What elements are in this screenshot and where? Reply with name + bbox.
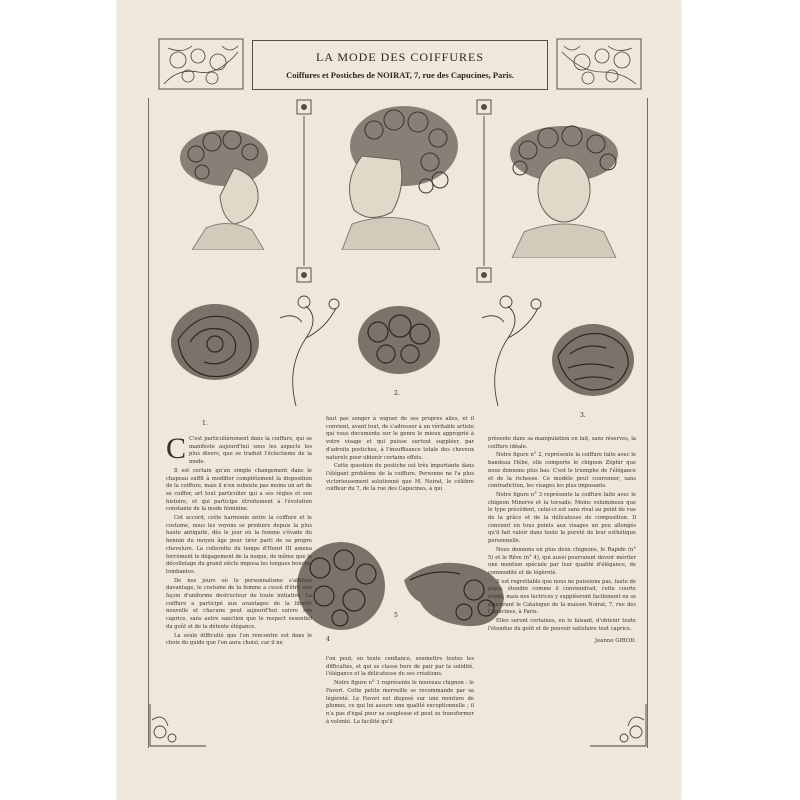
ornamental-stem-icon (296, 98, 312, 284)
floral-ornament-icon (556, 38, 642, 90)
magazine-page (118, 0, 680, 800)
figure-number-5: 5 (394, 612, 398, 619)
chignon-figure-3 (550, 320, 636, 400)
article-column-3 (488, 436, 636, 645)
article-column-2-top (326, 416, 474, 495)
floral-stem-ornament-icon (478, 288, 548, 408)
article-paragraph: Elles seront certaines, en le faisant, d'obtenir toute l'étendue du goût et de pouvoir satisfaire tout caprice. (488, 618, 636, 632)
corner-ornament-icon (148, 702, 208, 748)
corner-ornament-icon (588, 702, 648, 748)
content-frame (148, 98, 648, 758)
author-signature: Jeanne GIROD. (594, 637, 636, 644)
article-paragraph: C C'est particulièrement dans la coiffure, qui se manifeste aujourd'hui sous les aspects les plus divers, que se traduit l'éclectisme de la mode. (166, 432, 312, 466)
article-paragraph: Il est regrettable que nous ne puissions pas, faute de place, étendre comme il conviendrait, cette courte étude, mais nos lectrices y suppléeront facilement en se procurant le Catalogue de la maison Noirat, 7, rue des Capucines, à Paris. (488, 578, 636, 616)
portrait-front-right (502, 120, 626, 258)
article-paragraph: faut pas songer à voguer de ses propres ailes, et il convient, avant tout, de s'adresser à un véritable artiste qui vous documente sur le genre le mieux approprié à votre visage et qui puisse surtout suppléer, par d'adroits postiches, à l'insuffisance totale des cheveux naturels pour obtenir certains effets. (326, 416, 474, 461)
figure-number-2: 2. (394, 390, 400, 397)
article-paragraph: Notre figure n° 1 représente le nouveau chignon : le Favori. Cette petite merveille se recommande par sa légèreté. Le Favori est disposé sur une monture de plumes, ce qui lui assure une qualité exceptionnelle ; il n'a pas d'égal pour sa souplesse et peut se transformer à volonté. La facilité qu'il (326, 680, 474, 725)
ornamental-stem-icon (476, 98, 492, 284)
article-paragraph: Cet accord, cette harmonie entre la coiffure et le costume, nous les voyons se produire depuis la plus haute antiquité, dès le jour où la femme s'évade du hennin du moyen âge pour tirer parti de sa propre chevelure. La collerette du temps d'Henri III amena forcément le dégagement de la nuque, de même que le décolletage du grand siècle imposa les longues boucles tombantes. (166, 515, 312, 575)
portrait-profile-center (322, 100, 460, 250)
article-column-1 (166, 432, 312, 649)
article-column-2-bottom (326, 656, 474, 727)
page-header (158, 38, 642, 90)
article-paragraph: Notre figure n° 3 représente la coiffure faite avec le chignon Minerve et la torsade. Moins volumineux que le type précédent, celui-ci est sans rival au point de vue de la grâce et de la délicatesse de composition. Il convient en tous points aux visages un peu allongés qu'il fait valoir dans toute la pureté de leur esthétique personnelle. (488, 491, 636, 545)
page-subtitle: Coiffures et Postiches de NOIRAT, 7, rue des Capucines, Paris. (286, 70, 514, 80)
page-title: LA MODE DES COIFFURES (315, 50, 485, 64)
article-paragraph: l'on peut, en toute confiance, soumettre toutes les difficultés, et qui se classe hors de pair par la solidité, l'élégance et la délicatesse de ses créations. (326, 656, 474, 678)
article-paragraph: Il est certain qu'un simple changement dans le chapeau suffit à modifier complètement la disposition de la coiffure, mais il n'en subsiste pas moins un art de se coiffer, art tout particulier qui a ses règles et son histoire, et qui participe étroitement à l'évolution constante de la mode féminine. (166, 467, 312, 513)
chignon-figure-2 (356, 302, 442, 378)
article-paragraph: De nos jours où le personnalisme s'affirme davantage, le costume de la femme a cessé d'être une façon d'uniforme destructeur de toute initiative. La coiffure a participé aux avantages de la liberté nouvelle et chacune peut aujourd'hui suivre son caprice, sans autre sanction que le respect essentiel du goût et de la détente élégance. (166, 577, 312, 630)
article-paragraph: Nous donnons en plus deux chignons, le Rapide (n° 5) et le Rêve (n° 4), qui aussi pourraient devoir mériter une mention spéciale par leur qualité d'élégance, de commodité et de légèreté. (488, 546, 636, 576)
figure-number-1: 1. (202, 420, 208, 427)
article-paragraph: présente dans sa manipulation en fait, sans réserves, la coiffure idéale. (488, 436, 636, 450)
article-paragraph: La seule difficulté que l'on rencontre est dans le choix du guide que l'on aura choisi, car il ne (166, 632, 312, 647)
portrait-profile-left (168, 118, 280, 250)
frame-border-left (148, 98, 149, 748)
article-paragraph: Notre figure n° 2, représente la coiffure faite avec le bandeau Hébé, elle comporte le chignon Zéphir que nous donnons plus bas. C'est le triomphe de l'élégance et de la richesse. Ce modèle peut couronner, sans contradiction, les visages les plus imposants. (488, 452, 636, 490)
figure-number-4: 4 (326, 636, 330, 643)
floral-stem-ornament-icon (276, 288, 346, 408)
floral-ornament-icon (158, 38, 244, 90)
frame-border-right (647, 98, 648, 748)
drop-cap: C (166, 432, 187, 465)
article-paragraph: Cette question du postiche est très importante dans l'élégant problème de la coiffure. Personne ne l'a plus victorieusement solutionné que M. Noirat, le célèbre coiffeur du 7, de la rue des Capucines, à qui (326, 463, 474, 493)
title-box (252, 40, 548, 90)
chignon-figure-1 (168, 300, 262, 384)
figure-number-3: 3. (580, 412, 586, 419)
